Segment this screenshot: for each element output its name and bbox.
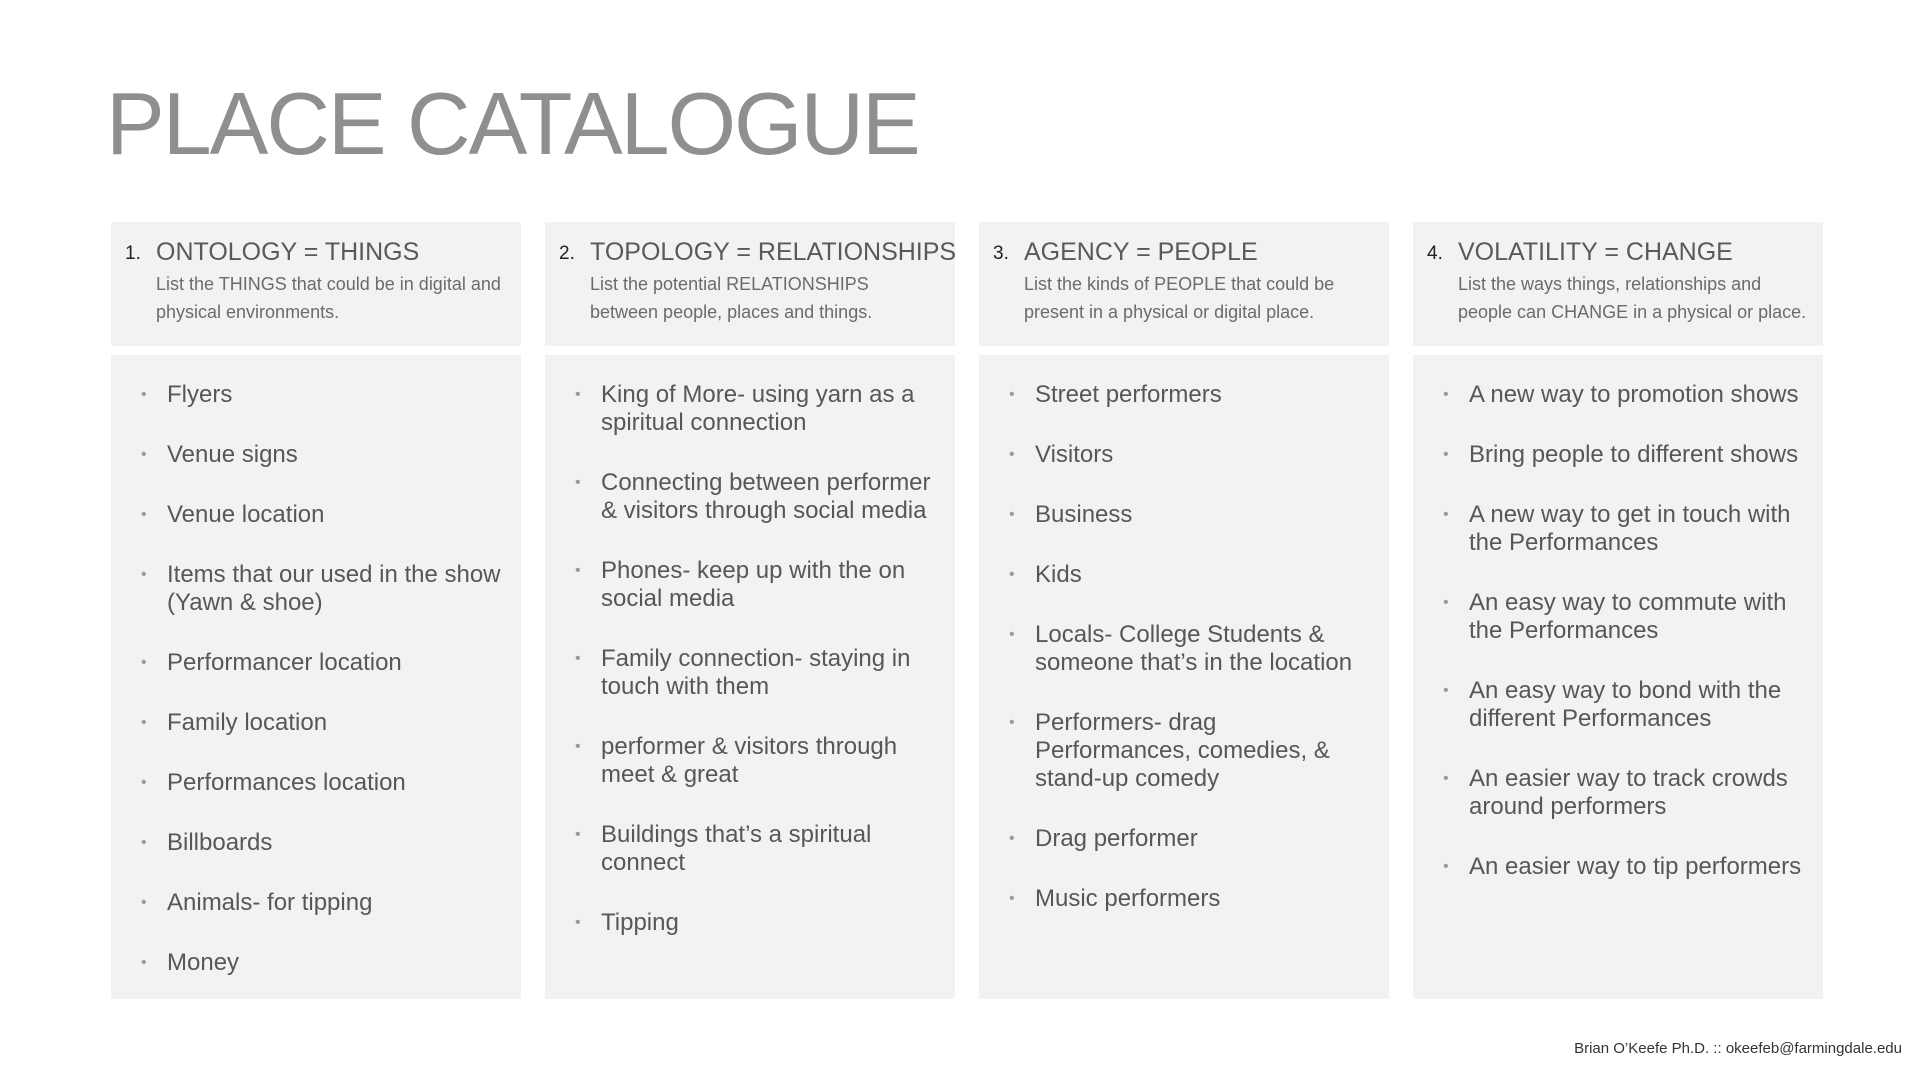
column-heading: TOPOLOGY = RELATIONSHIPS [590, 238, 957, 266]
bullet-icon: • [141, 654, 147, 671]
column-body [979, 355, 1389, 999]
list-item-text: Family connection- staying in touch with them [601, 645, 911, 700]
bullet-icon: • [141, 834, 147, 851]
column-description: List the ways things, relationships and people can CHANGE in a physical or place. [1458, 274, 1807, 322]
list-item [1441, 441, 1803, 469]
bullet-icon: • [1443, 446, 1449, 463]
list-item [573, 381, 935, 437]
list-item [1007, 621, 1369, 677]
bullet-icon: • [141, 446, 147, 463]
bullet-icon: • [141, 774, 147, 791]
list-item [1007, 561, 1369, 589]
list-item [139, 829, 501, 857]
column-header [111, 222, 521, 346]
column-heading: ONTOLOGY = THINGS [156, 238, 420, 266]
column-header [1413, 222, 1823, 346]
list-item-text: Money [167, 949, 240, 976]
list-item [1007, 441, 1369, 469]
list-item-text: Connecting between performer & visitors through social media [601, 469, 931, 524]
bullet-icon: • [141, 954, 147, 971]
bullet-icon: • [575, 650, 581, 667]
column-description: List the potential RELATIONSHIPS between people, places and things. [590, 274, 873, 322]
bullet-icon: • [1009, 506, 1015, 523]
list-item-text: Bring people to different shows [1469, 441, 1799, 468]
page-title: PLACE CATALOGUE [106, 74, 919, 173]
list-item-text: performer & visitors through meet & great [601, 733, 898, 788]
column-heading: VOLATILITY = CHANGE [1458, 238, 1733, 266]
list-item-text: An easier way to tip performers [1469, 853, 1802, 880]
list-item-text: Performancer location [167, 649, 402, 676]
catalogue-columns [111, 222, 1821, 999]
bullet-icon: • [141, 386, 147, 403]
list-item-text: Locals- College Students & someone that’s in the location [1035, 621, 1353, 676]
list-item [139, 501, 501, 529]
column-number: 3. [993, 243, 1009, 264]
bullet-icon: • [1443, 770, 1449, 787]
list-item-text: Venue location [167, 501, 325, 528]
bullet-icon: • [1009, 386, 1015, 403]
bullet-icon: • [141, 894, 147, 911]
list-item [573, 821, 935, 877]
list-item [139, 561, 501, 617]
bullet-icon: • [575, 914, 581, 931]
item-list [1007, 381, 1369, 913]
list-item [139, 709, 501, 737]
item-list [139, 381, 501, 977]
list-item-text: An easy way to commute with the Performances [1469, 589, 1787, 644]
bullet-icon: • [1009, 830, 1015, 847]
list-item [573, 909, 935, 937]
list-item [1441, 381, 1803, 409]
bullet-icon: • [1443, 594, 1449, 611]
list-item [139, 889, 501, 917]
bullet-icon: • [575, 562, 581, 579]
list-item [573, 469, 935, 525]
column-body [111, 355, 521, 999]
list-item [573, 645, 935, 701]
bullet-icon: • [1009, 446, 1015, 463]
list-item [573, 733, 935, 789]
list-item-text: Drag performer [1035, 825, 1198, 852]
column-description: List the THINGS that could be in digital and physical environments. [156, 274, 501, 322]
footer-credit: Brian O’Keefe Ph.D. :: okeefeb@farmingdale.edu [1574, 1040, 1902, 1057]
list-item-text: Animals- for tipping [167, 889, 373, 916]
list-item-text: A new way to promotion shows [1469, 381, 1799, 408]
bullet-icon: • [1009, 566, 1015, 583]
list-item-text: Family location [167, 709, 328, 736]
list-item-text: Tipping [601, 909, 679, 936]
column-number: 1. [125, 243, 141, 264]
list-item-text: Performers- drag Performances, comedies, & stand-up comedy [1035, 709, 1330, 792]
bullet-icon: • [575, 738, 581, 755]
bullet-icon: • [141, 714, 147, 731]
list-item-text: Phones- keep up with the on social media [601, 557, 906, 612]
bullet-icon: • [141, 566, 147, 583]
list-item-text: Music performers [1035, 885, 1221, 912]
list-item-text: Business [1035, 501, 1133, 528]
bullet-icon: • [1009, 714, 1015, 731]
list-item [139, 441, 501, 469]
list-item-text: An easy way to bond with the different Performances [1469, 677, 1782, 732]
list-item-text: Visitors [1035, 441, 1114, 468]
column-number: 4. [1427, 243, 1443, 264]
bullet-icon: • [1443, 682, 1449, 699]
bullet-icon: • [1443, 386, 1449, 403]
column-volatility [1413, 222, 1823, 999]
list-item-text: Billboards [167, 829, 273, 856]
list-item [139, 649, 501, 677]
bullet-icon: • [1443, 858, 1449, 875]
list-item [1007, 381, 1369, 409]
list-item [139, 381, 501, 409]
item-list [1441, 381, 1803, 881]
column-header [979, 222, 1389, 346]
list-item-text: Items that our used in the show (Yawn & shoe) [167, 561, 501, 616]
bullet-icon: • [575, 474, 581, 491]
list-item [1007, 885, 1369, 913]
column-topology [545, 222, 955, 999]
column-body [545, 355, 955, 999]
column-header [545, 222, 955, 346]
list-item-text: An easier way to track crowds around performers [1469, 765, 1788, 820]
list-item-text: A new way to get in touch with the Performances [1469, 501, 1791, 556]
column-heading: AGENCY = PEOPLE [1024, 238, 1258, 266]
list-item [1007, 825, 1369, 853]
list-item-text: Venue signs [167, 441, 298, 468]
column-body [1413, 355, 1823, 999]
column-number: 2. [559, 243, 575, 264]
list-item [1441, 501, 1803, 557]
list-item-text: Performances location [167, 769, 406, 796]
bullet-icon: • [1443, 506, 1449, 523]
column-ontology [111, 222, 521, 999]
column-description: List the kinds of PEOPLE that could be present in a physical or digital place. [1024, 274, 1335, 322]
bullet-icon: • [141, 506, 147, 523]
list-item [1441, 765, 1803, 821]
bullet-icon: • [1009, 626, 1015, 643]
list-item [1441, 677, 1803, 733]
bullet-icon: • [575, 386, 581, 403]
list-item [573, 557, 935, 613]
list-item [1441, 853, 1803, 881]
list-item [1441, 589, 1803, 645]
list-item-text: Kids [1035, 561, 1082, 588]
list-item-text: Flyers [167, 381, 233, 408]
list-item [1007, 501, 1369, 529]
column-agency [979, 222, 1389, 999]
list-item-text: Street performers [1035, 381, 1222, 408]
list-item-text: Buildings that’s a spiritual connect [601, 821, 872, 876]
list-item [1007, 709, 1369, 793]
list-item-text: King of More- using yarn as a spiritual connection [601, 381, 915, 436]
bullet-icon: • [575, 826, 581, 843]
list-item [139, 949, 501, 977]
item-list [573, 381, 935, 937]
bullet-icon: • [1009, 890, 1015, 907]
list-item [139, 769, 501, 797]
